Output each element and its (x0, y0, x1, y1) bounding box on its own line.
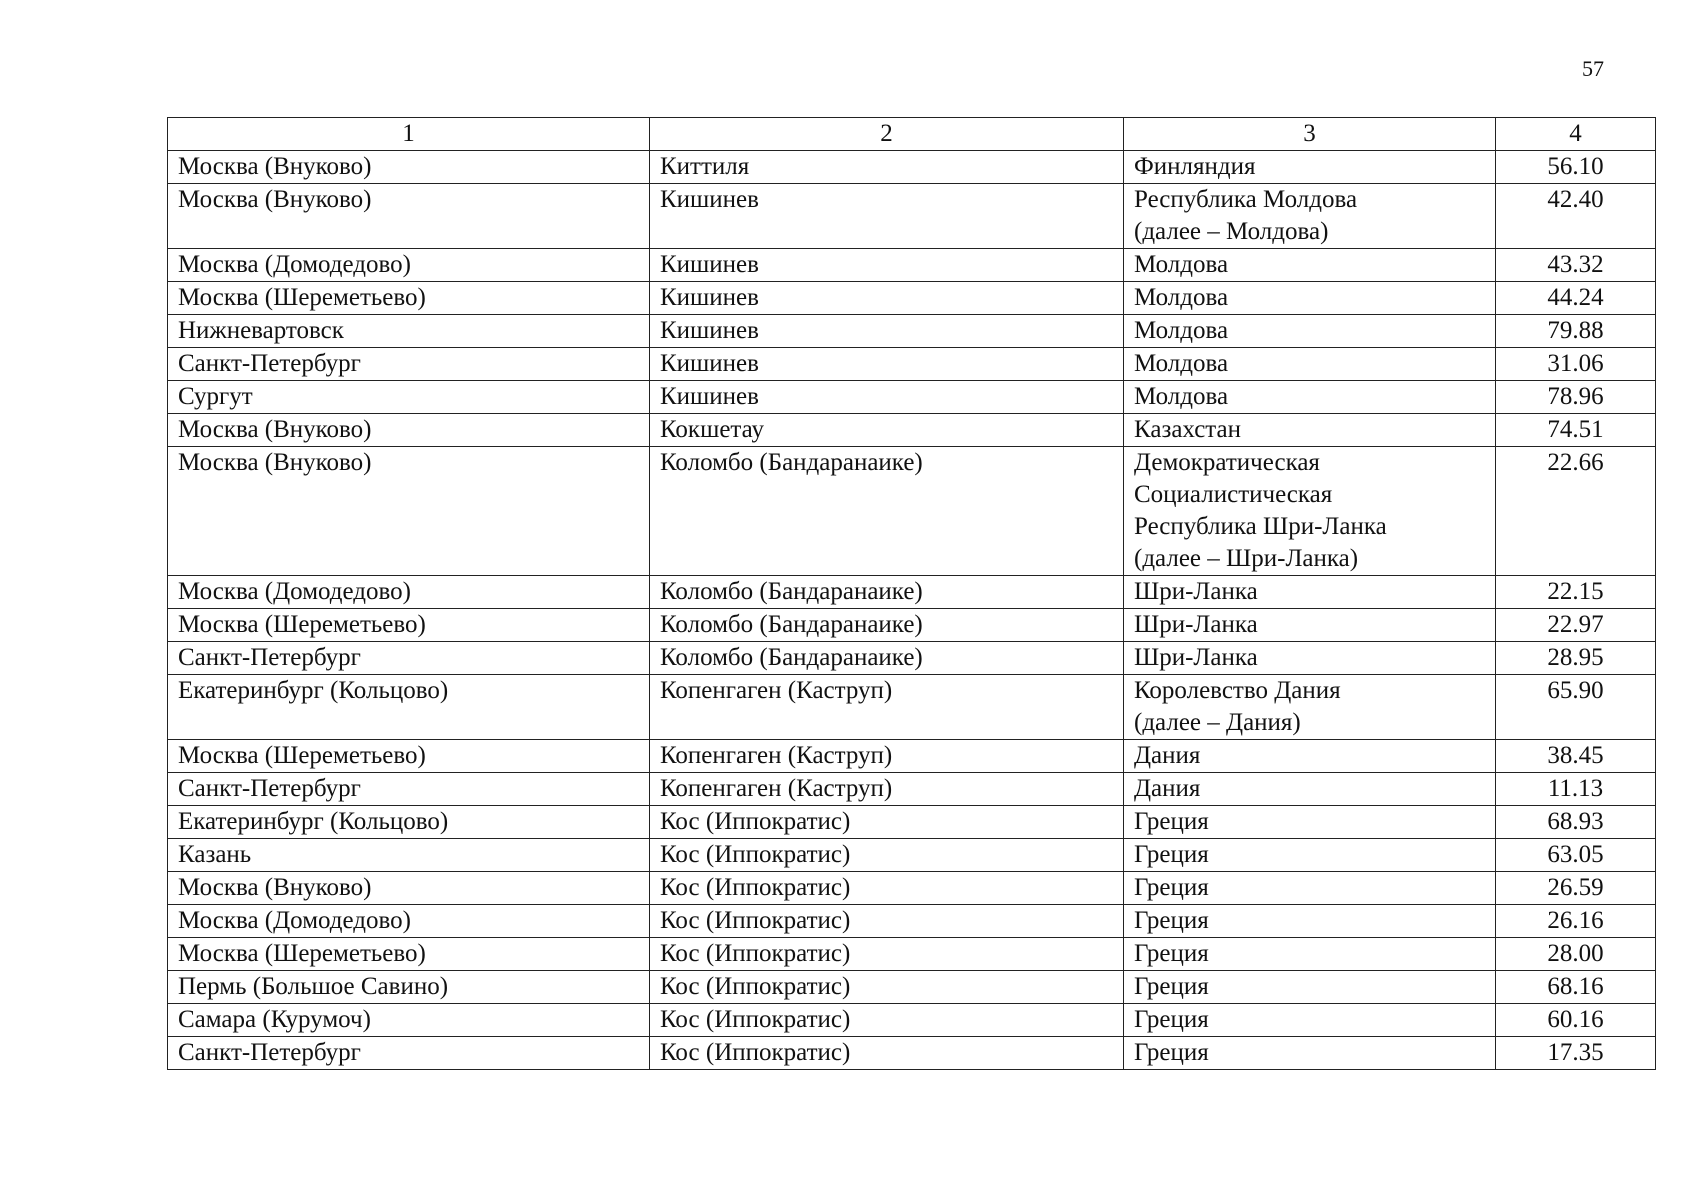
table-row (168, 348, 1656, 381)
departure-cell: Москва (Домодедово) (168, 576, 650, 609)
country-cell: Дания (1124, 740, 1496, 773)
value-cell: 22.97 (1496, 609, 1656, 642)
table-row (168, 609, 1656, 642)
table-row (168, 740, 1656, 773)
table-row (168, 675, 1656, 740)
country-cell: Греция (1124, 938, 1496, 971)
value-cell: 22.15 (1496, 576, 1656, 609)
table-row (168, 151, 1656, 184)
destination-cell: Копенгаген (Каструп) (650, 675, 1124, 740)
value-cell: 43.32 (1496, 249, 1656, 282)
departure-cell: Москва (Внуково) (168, 414, 650, 447)
destination-cell: Кишинев (650, 282, 1124, 315)
destination-cell: Киттиля (650, 151, 1124, 184)
destination-cell: Кишинев (650, 315, 1124, 348)
country-cell: Молдова (1124, 381, 1496, 414)
destination-cell: Копенгаген (Каструп) (650, 740, 1124, 773)
departure-cell: Москва (Внуково) (168, 184, 650, 249)
departure-cell: Екатеринбург (Кольцово) (168, 806, 650, 839)
table-row (168, 576, 1656, 609)
column-header-1: 1 (168, 118, 650, 151)
destination-cell: Кос (Иппократис) (650, 1004, 1124, 1037)
value-cell: 44.24 (1496, 282, 1656, 315)
table-row (168, 249, 1656, 282)
country-cell: Молдова (1124, 348, 1496, 381)
table-row (168, 971, 1656, 1004)
country-cell: Молдова (1124, 282, 1496, 315)
table-row (168, 905, 1656, 938)
table-row (168, 806, 1656, 839)
country-cell: Греция (1124, 905, 1496, 938)
destination-cell: Кос (Иппократис) (650, 905, 1124, 938)
country-cell: Греция (1124, 872, 1496, 905)
country-cell: Молдова (1124, 249, 1496, 282)
departure-cell: Санкт-Петербург (168, 348, 650, 381)
value-cell: 60.16 (1496, 1004, 1656, 1037)
country-cell: Греция (1124, 1004, 1496, 1037)
value-cell: 38.45 (1496, 740, 1656, 773)
table-row (168, 1037, 1656, 1070)
destination-cell: Кишинев (650, 184, 1124, 249)
page-number: 57 (1582, 56, 1604, 81)
value-cell: 31.06 (1496, 348, 1656, 381)
departure-cell: Москва (Шереметьево) (168, 282, 650, 315)
destination-cell: Кишинев (650, 381, 1124, 414)
table-row (168, 315, 1656, 348)
country-cell: Демократическая Социалистическая Республика Шри-Ланка (далее – Шри-Ланка) (1124, 447, 1496, 576)
value-cell: 68.16 (1496, 971, 1656, 1004)
table-row (168, 773, 1656, 806)
country-cell: Греция (1124, 1037, 1496, 1070)
departure-cell: Екатеринбург (Кольцово) (168, 675, 650, 740)
column-header-2: 2 (650, 118, 1124, 151)
departure-cell: Москва (Шереметьево) (168, 938, 650, 971)
departure-cell: Санкт-Петербург (168, 1037, 650, 1070)
value-cell: 28.95 (1496, 642, 1656, 675)
value-cell: 22.66 (1496, 447, 1656, 576)
route-table (167, 117, 1656, 1070)
destination-cell: Кос (Иппократис) (650, 971, 1124, 1004)
value-cell: 65.90 (1496, 675, 1656, 740)
country-cell: Казахстан (1124, 414, 1496, 447)
departure-cell: Москва (Внуково) (168, 151, 650, 184)
destination-cell: Кос (Иппократис) (650, 1037, 1124, 1070)
destination-cell: Кишинев (650, 348, 1124, 381)
country-cell: Греция (1124, 806, 1496, 839)
departure-cell: Москва (Домодедово) (168, 905, 650, 938)
country-cell: Дания (1124, 773, 1496, 806)
departure-cell: Санкт-Петербург (168, 773, 650, 806)
country-cell: Республика Молдова (далее – Молдова) (1124, 184, 1496, 249)
country-cell: Финляндия (1124, 151, 1496, 184)
destination-cell: Коломбо (Бандаранаике) (650, 576, 1124, 609)
table-row (168, 642, 1656, 675)
value-cell: 26.59 (1496, 872, 1656, 905)
value-cell: 28.00 (1496, 938, 1656, 971)
destination-cell: Кос (Иппократис) (650, 806, 1124, 839)
country-cell: Королевство Дания (далее – Дания) (1124, 675, 1496, 740)
value-cell: 26.16 (1496, 905, 1656, 938)
table-body (168, 151, 1656, 1070)
table-row (168, 839, 1656, 872)
value-cell: 79.88 (1496, 315, 1656, 348)
departure-cell: Москва (Внуково) (168, 872, 650, 905)
value-cell: 74.51 (1496, 414, 1656, 447)
destination-cell: Коломбо (Бандаранаике) (650, 609, 1124, 642)
departure-cell: Нижневартовск (168, 315, 650, 348)
header-row (168, 118, 1656, 151)
column-header-3: 3 (1124, 118, 1496, 151)
country-cell: Греция (1124, 839, 1496, 872)
departure-cell: Сургут (168, 381, 650, 414)
value-cell: 56.10 (1496, 151, 1656, 184)
country-cell: Шри-Ланка (1124, 609, 1496, 642)
departure-cell: Санкт-Петербург (168, 642, 650, 675)
destination-cell: Коломбо (Бандаранаике) (650, 642, 1124, 675)
value-cell: 78.96 (1496, 381, 1656, 414)
value-cell: 68.93 (1496, 806, 1656, 839)
table-row (168, 282, 1656, 315)
departure-cell: Москва (Шереметьево) (168, 740, 650, 773)
departure-cell: Пермь (Большое Савино) (168, 971, 650, 1004)
table-row (168, 381, 1656, 414)
country-cell: Шри-Ланка (1124, 642, 1496, 675)
departure-cell: Москва (Домодедово) (168, 249, 650, 282)
destination-cell: Кокшетау (650, 414, 1124, 447)
table-row (168, 872, 1656, 905)
country-cell: Молдова (1124, 315, 1496, 348)
destination-cell: Копенгаген (Каструп) (650, 773, 1124, 806)
destination-cell: Коломбо (Бандаранаике) (650, 447, 1124, 576)
table-row (168, 938, 1656, 971)
departure-cell: Москва (Внуково) (168, 447, 650, 576)
value-cell: 63.05 (1496, 839, 1656, 872)
country-cell: Греция (1124, 971, 1496, 1004)
departure-cell: Самара (Курумоч) (168, 1004, 650, 1037)
table-row (168, 414, 1656, 447)
table-row (168, 447, 1656, 576)
destination-cell: Кос (Иппократис) (650, 839, 1124, 872)
value-cell: 17.35 (1496, 1037, 1656, 1070)
country-cell: Шри-Ланка (1124, 576, 1496, 609)
table-row (168, 184, 1656, 249)
departure-cell: Москва (Шереметьево) (168, 609, 650, 642)
destination-cell: Кос (Иппократис) (650, 938, 1124, 971)
table-row (168, 1004, 1656, 1037)
departure-cell: Казань (168, 839, 650, 872)
value-cell: 11.13 (1496, 773, 1656, 806)
destination-cell: Кос (Иппократис) (650, 872, 1124, 905)
value-cell: 42.40 (1496, 184, 1656, 249)
column-header-4: 4 (1496, 118, 1656, 151)
destination-cell: Кишинев (650, 249, 1124, 282)
